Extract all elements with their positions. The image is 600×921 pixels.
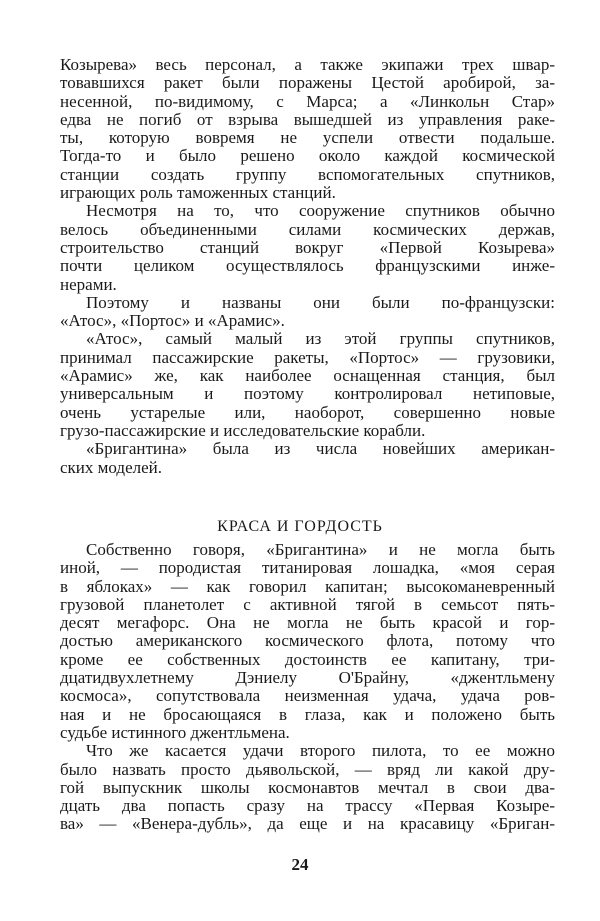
text-line: станции создать группу вспомогательных спутников, bbox=[60, 165, 555, 184]
text-line: несенной, по-видимому, с Марса; а «Линкольн Стар» bbox=[60, 92, 555, 111]
text-line: кроме ее собственных достоинств ее капитану, три- bbox=[60, 650, 555, 669]
text-line: ная и не бросающаяся в глаза, как и положено быть bbox=[60, 705, 555, 724]
text-line: Собственно говоря, «Бригантина» и не могла быть bbox=[86, 541, 555, 559]
text-line: ты, которую вовремя не успели отвести подальше. bbox=[60, 129, 555, 148]
text-line: нерами. bbox=[60, 275, 117, 294]
text-line: космоса», сопутствовала неизменная удача, удача ров- bbox=[60, 687, 555, 706]
text-line: десят мегафорс. Она не могла не быть красой и гор- bbox=[60, 614, 555, 633]
text-line: почти целиком осуществлялось французскими инже- bbox=[60, 257, 555, 276]
text-line: универсальным и поэтому контролировал нетиповые, bbox=[60, 385, 555, 404]
text-line: грузо-пассажирские и исследовательские корабли. bbox=[60, 421, 426, 440]
text-line: Козырева» весь персонал, а также экипажи трех швар- bbox=[60, 56, 555, 74]
text-line: грузовой планетолет с активной тягой в семьсот пять- bbox=[60, 595, 555, 614]
text-line: гой выпускник школы космонавтов мечтал в свои два- bbox=[60, 778, 555, 797]
text-line: дцатидвухлетнему Дэниелу О'Брайну, «джентльмену bbox=[60, 669, 555, 688]
text-block-section-2 bbox=[60, 541, 555, 834]
text-line: очень устарелые или, наоборот, совершенно новые bbox=[60, 403, 555, 422]
text-line: «Арамис» же, как наиболее оснащенная станция, был bbox=[60, 367, 555, 386]
text-line: Поэтому и названы они были по-французски: bbox=[86, 293, 555, 312]
text-line: строительство станций вокруг «Первой Козырева» bbox=[60, 238, 555, 257]
text-block-section-1 bbox=[60, 56, 555, 477]
text-line: ва» — «Венера-дубль», да еще и на красавицу «Бриган- bbox=[60, 815, 555, 834]
text-line: играющих роль таможенных станций. bbox=[60, 184, 336, 203]
text-line: принимал пассажирские ракеты, «Портос» — грузовики, bbox=[60, 348, 555, 367]
text-line: достью американского космического флота, потому что bbox=[60, 632, 555, 651]
text-line: в яблоках» — как говорил капитан; высокоманевренный bbox=[60, 577, 555, 596]
chapter-heading: КРАСА И ГОРДОСТЬ bbox=[217, 518, 383, 535]
text-line: Тогда-то и было решено около каждой космической bbox=[60, 147, 555, 166]
text-line: судьбе истинного джентльмена. bbox=[60, 723, 290, 742]
text-line: Что же касается удачи второго пилота, то ее можно bbox=[86, 742, 555, 761]
text-line: Несмотря на то, что сооружение спутников обычно bbox=[86, 202, 555, 221]
text-line: едва не погиб от взрыва вышедшей из управления раке- bbox=[60, 110, 555, 129]
page-number: 24 bbox=[291, 855, 309, 874]
text-line: «Атос», самый малый из этой группы спутников, bbox=[86, 330, 555, 349]
text-line: ских моделей. bbox=[60, 458, 162, 477]
text-line: «Атос», «Портос» и «Арамис». bbox=[60, 312, 285, 331]
text-line: товавшихся ракет были поражены Цестой аробирой, за- bbox=[60, 74, 555, 93]
text-line: «Бригантина» была из числа новейших американ- bbox=[86, 440, 555, 459]
text-line: было назвать просто дьявольской, — вряд ли какой дру- bbox=[60, 760, 555, 779]
text-line: дцать два попасть сразу на трассу «Первая Козыре- bbox=[60, 797, 555, 816]
text-line: велось объединенными силами космических держав, bbox=[60, 220, 555, 239]
text-line: иной, — породистая титанировая лошадка, «моя серая bbox=[60, 559, 555, 578]
